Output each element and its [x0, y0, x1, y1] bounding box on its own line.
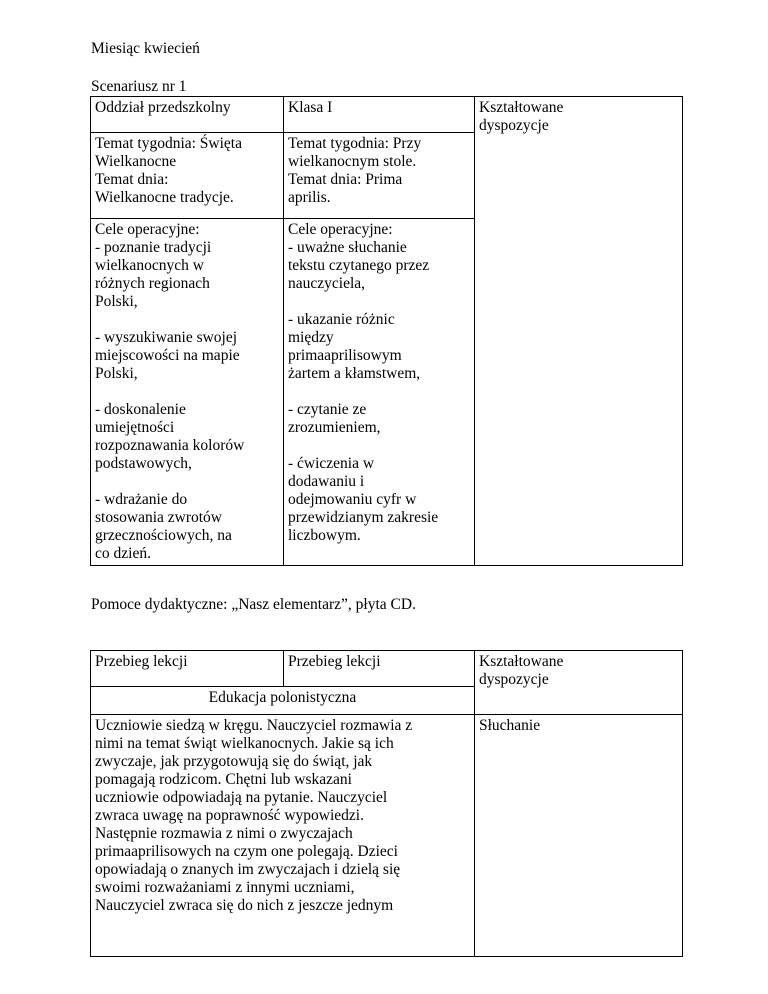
course-skill: Słuchanie	[475, 715, 683, 957]
header-course-dispositions: Kształtowane dyspozycje	[475, 651, 683, 715]
topic-class-one: Temat tygodnia: Przy wielkanocnym stole. Temat dnia: Prima aprilis.	[284, 133, 475, 219]
lesson-plan-table	[90, 96, 683, 566]
page-title: Miesiąc kwiecień	[91, 40, 200, 57]
goals-class-one: Cele operacyjne: - uważne słuchanie tekstu czytanego przez nauczyciela, - ukazanie różnic między primaaprilisowym żartem a kłamstwem, - czytanie ze zrozumieniem, - ćwiczenia w dodawaniu i odejmowaniu cyfr w przewidzianym zakresie liczbowym.	[284, 219, 475, 566]
header-course-1: Przebieg lekcji	[91, 651, 284, 687]
teaching-aids: Pomoce dydaktyczne: „Nasz elementarz”, płyta CD.	[91, 596, 416, 613]
header-dispositions: Kształtowane dyspozycje	[475, 97, 683, 566]
course-body-row	[91, 715, 683, 957]
goals-preschool: Cele operacyjne: - poznanie tradycji wielkanocnych w różnych regionach Polski, - wyszukiwanie swojej miejscowości na mapie Polski, - doskonalenie umiejętności rozpoznawania kolorów podstawowych, - wdrażanie do stosowania zwrotów grzecznościowych, na co dzień.	[91, 219, 284, 566]
section-title: Edukacja polonistyczna	[91, 687, 475, 715]
course-body-text: Uczniowie siedzą w kręgu. Nauczyciel rozmawia z nimi na temat świąt wielkanocnych. Jakie są ich zwyczaje, jak przygotowują się do świąt, jak pomagają rodzicom. Chętni lub wskazani uczniowie odpowiadają na pytanie. Nauczyciel zwraca uwagę na poprawność wypowiedzi. Następnie rozmawia z nimi o zwyczajach primaaprilisowych na czym one polegają. Dzieci opowiadają o znanych im zwyczajach i dzielą się swoimi rozważaniami z innymi uczniami, Nauczyciel zwraca się do nich z jeszcze jednym	[91, 715, 475, 957]
topic-preschool: Temat tygodnia: Święta Wielkanocne Temat dnia: Wielkanocne tradycje.	[91, 133, 284, 219]
scenario-label: Scenariusz nr 1	[91, 78, 187, 95]
header-course-2: Przebieg lekcji	[284, 651, 475, 687]
header-class-one: Klasa I	[284, 97, 475, 133]
header-preschool: Oddział przedszkolny	[91, 97, 284, 133]
lesson-course-table	[90, 650, 683, 957]
course-header-row	[91, 651, 683, 687]
table-header-row	[91, 97, 683, 133]
